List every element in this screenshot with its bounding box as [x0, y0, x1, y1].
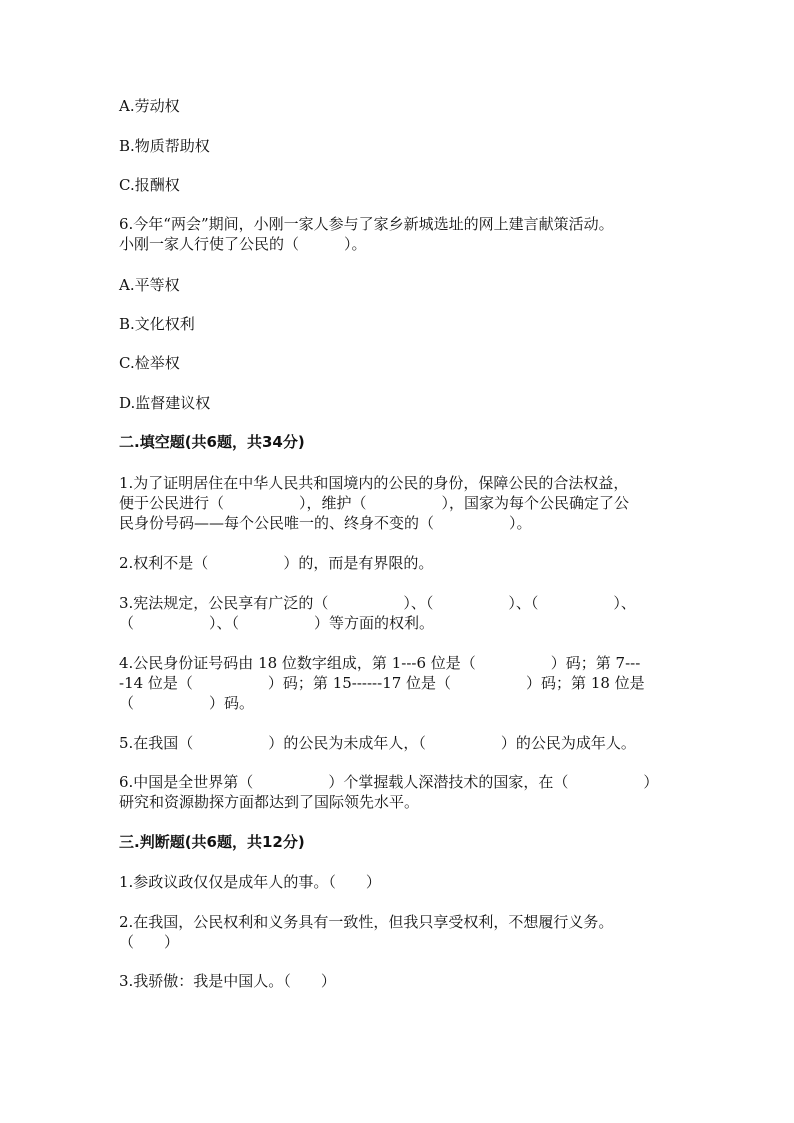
section3-heading: 三.判断题(共6题，共12分) [119, 833, 305, 851]
s3-q3: 3.我骄傲：我是中国人。（ ） [119, 972, 336, 990]
q5-option-b: B.物质帮助权 [119, 137, 210, 155]
q6-text-line2: 小刚一家人行使了公民的（ ）。 [119, 235, 367, 253]
q5-option-a: A.劳动权 [119, 97, 180, 115]
s2-q6-line1: 6.中国是全世界第（ ）个掌握载人深潜技术的国家，在（ ） [119, 773, 659, 791]
s3-q2-line1: 2.在我国，公民权利和义务具有一致性，但我只享受权利，不想履行义务。 [119, 913, 614, 931]
section2-heading: 二.填空题(共6题，共34分) [119, 433, 305, 451]
s2-q5: 5.在我国（ ）的公民为未成年人，（ ）的公民为成年人。 [119, 734, 636, 752]
s3-q1: 1.参政议政仅仅是成年人的事。（ ） [119, 873, 381, 891]
q6-option-d: D.监督建议权 [119, 394, 211, 412]
q6-option-c: C.检举权 [119, 354, 180, 372]
q6-option-a: A.平等权 [119, 276, 180, 294]
s3-q2-line2: （ ） [119, 933, 180, 951]
s2-q4-line2: -14 位是（ ）码；第 15------17 位是（ ）码；第 18 位是 [119, 674, 645, 692]
s2-q1-line2: 便于公民进行（ ），维护（ ），国家为每个公民确定了公 [119, 494, 630, 512]
s2-q1-line1: 1.为了证明居住在中华人民共和国境内的公民的身份，保障公民的合法权益， [119, 474, 629, 492]
s2-q1-line3: 民身份号码——每个公民唯一的、终身不变的（ ）。 [119, 514, 532, 532]
s2-q6-line2: 研究和资源勘探方面都达到了国际领先水平。 [119, 793, 420, 811]
s2-q3-line2: （ ）、（ ）等方面的权利。 [119, 614, 435, 632]
s2-q4-line3: （ ）码。 [119, 694, 255, 712]
s2-q4-line1: 4.公民身份证号码由 18 位数字组成，第 1---6 位是（ ）码；第 7--- [119, 654, 641, 672]
s2-q3-line1: 3.宪法规定，公民享有广泛的（ ）、（ ）、（ ）、 [119, 594, 636, 612]
s2-q2: 2.权利不是（ ）的，而是有界限的。 [119, 554, 434, 572]
q6-text-line1: 6.今年“两会”期间，小刚一家人参与了家乡新城选址的网上建言献策活动。 [119, 215, 614, 233]
q5-option-c: C.报酬权 [119, 176, 180, 194]
q6-option-b: B.文化权利 [119, 315, 195, 333]
